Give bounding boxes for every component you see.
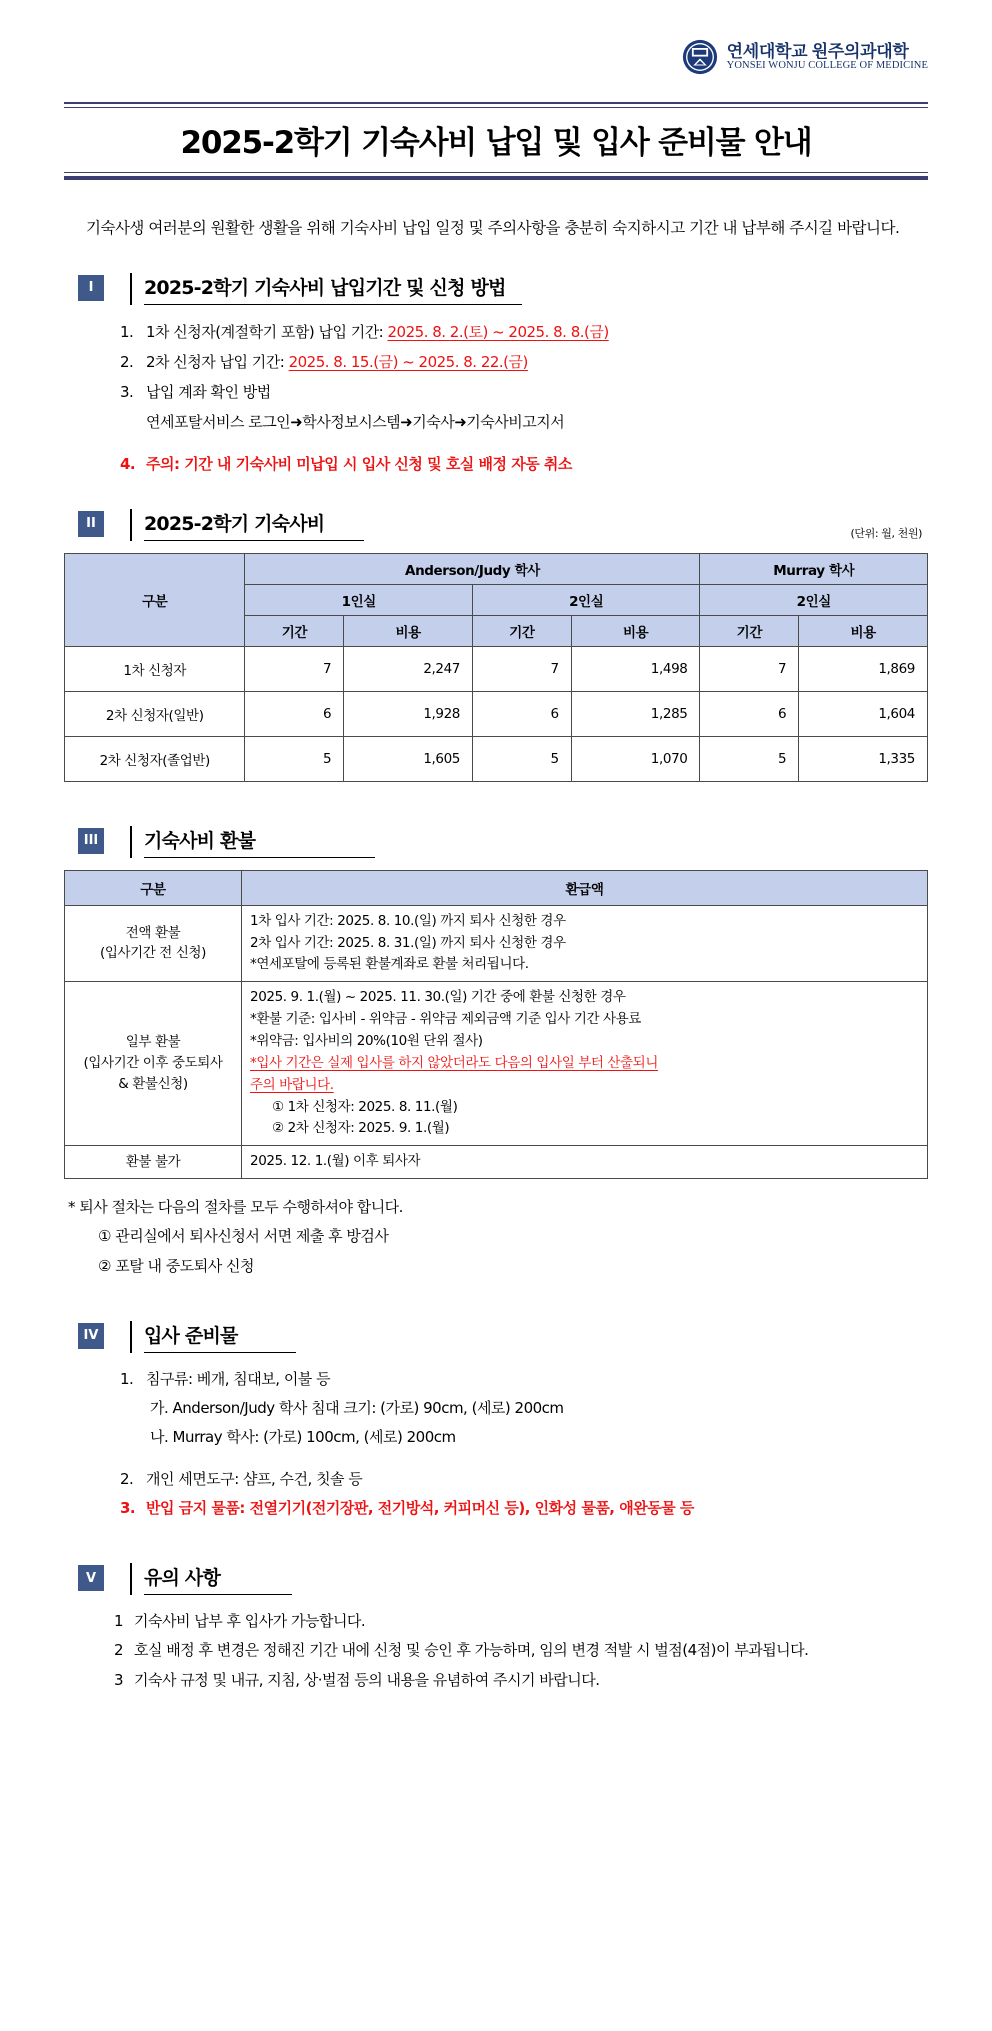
prohibited-items-text: 반입 금지 물품: 전열기기(전기장판, 전기방석, 커피머신 등), 인화성 물품, 애완동물 등 bbox=[146, 1498, 694, 1517]
title-block bbox=[64, 102, 928, 180]
table-row bbox=[65, 1146, 928, 1179]
section-5 bbox=[64, 1563, 928, 1695]
refund-line: 2025. 9. 1.(월) ~ 2025. 11. 30.(일) 기간 중에 환불 신청한 경우 bbox=[250, 989, 626, 1006]
section-4-heading bbox=[78, 1321, 928, 1353]
section-3 bbox=[64, 826, 928, 1281]
list-item-number: 1. bbox=[120, 322, 134, 341]
refund-category-line: (입사기간 전 신청) bbox=[99, 945, 206, 962]
refund-line: 2차 입사 기간: 2025. 8. 31.(일) 까지 퇴사 신청한 경우 bbox=[250, 934, 566, 951]
fee-table-body bbox=[65, 646, 928, 781]
fee-subheader-cost: 비용 bbox=[571, 615, 700, 646]
list-item bbox=[64, 1636, 928, 1665]
fee-cell: 7 bbox=[472, 646, 571, 691]
refund-category bbox=[65, 982, 242, 1146]
bed-size-murray: 나. Murray 학사: (가로) 100cm, (세로) 200cm bbox=[150, 1428, 456, 1447]
section-3-title-wrap bbox=[130, 826, 375, 858]
refund-table-head bbox=[65, 870, 928, 905]
section-4-list bbox=[64, 1365, 928, 1394]
fee-cell: 7 bbox=[245, 646, 344, 691]
refund-line-indent: ① 1차 신청자: 2025. 8. 11.(월) bbox=[272, 1098, 458, 1115]
section-2 bbox=[64, 509, 928, 782]
fee-table bbox=[64, 553, 928, 782]
refund-line: *연세포탈에 등록된 환불계좌로 환불 처리됩니다. bbox=[250, 956, 529, 973]
logo-name-korean: 연세대학교 원주의과대학 bbox=[726, 41, 909, 61]
refund-description bbox=[242, 1146, 928, 1179]
list-item-number: 4. bbox=[120, 454, 136, 473]
list-item-label: 개인 세면도구: 샴프, 수건, 칫솔 등 bbox=[146, 1469, 363, 1488]
list-item bbox=[64, 1465, 928, 1494]
logo-name-english: YONSEI WONJU COLLEGE OF MEDICINE bbox=[726, 60, 928, 72]
refund-line-alert: *입사 기간은 실제 입사를 하지 않았더라도 다음의 입사일 부터 산출되니 bbox=[250, 1054, 658, 1071]
refund-category-line: (입사기간 이후 중도퇴사 bbox=[83, 1055, 223, 1072]
list-item-date-value: 2025. 8. 2.(토) ~ 2025. 8. 8.(금) bbox=[387, 322, 609, 341]
fee-cell: 6 bbox=[700, 691, 799, 736]
fee-subheader-period: 기간 bbox=[245, 615, 344, 646]
fee-cell: 1,928 bbox=[344, 691, 473, 736]
section-5-heading bbox=[78, 1563, 928, 1595]
bed-size-anderson-judy: 가. Anderson/Judy 학사 침대 크기: (가로) 90cm, (세로) 200cm bbox=[150, 1399, 564, 1418]
refund-line: 1차 입사 기간: 2025. 8. 10.(일) 까지 퇴사 신청한 경우 bbox=[250, 912, 566, 929]
header-logo-row bbox=[64, 0, 928, 84]
list-item bbox=[64, 1494, 928, 1523]
refund-table-body bbox=[65, 905, 928, 1178]
refund-description bbox=[242, 982, 928, 1146]
refund-line: *환불 기준: 입사비 - 위약금 - 위약금 제외금액 기준 입사 기간 사용료 bbox=[250, 1011, 641, 1028]
section-4-number: IV bbox=[78, 1323, 104, 1349]
fee-room-aj-single: 1인실 bbox=[245, 584, 472, 615]
yonsei-crest-icon bbox=[682, 39, 718, 75]
list-item-label: 호실 배정 후 변경은 정해진 기간 내에 신청 및 승인 후 가능하며, 임의 변경 적발 시 벌점(4점)이 부과됩니다. bbox=[134, 1641, 809, 1660]
section-1-number: I bbox=[78, 275, 104, 301]
intro-paragraph: 기숙사생 여러분의 원활한 생활을 위해 기숙사비 납입 일정 및 주의사항을 충분히 숙지하시고 기간 내 납부해 주시길 바랍니다. bbox=[86, 219, 900, 237]
list-item-body bbox=[146, 347, 928, 377]
section-1-heading bbox=[78, 273, 928, 305]
fee-cell: 6 bbox=[472, 691, 571, 736]
refund-line: 2025. 12. 1.(월) 이후 퇴사자 bbox=[250, 1153, 421, 1170]
refund-col-amount: 환급액 bbox=[242, 870, 928, 905]
fee-table-header-row-1 bbox=[65, 553, 928, 584]
fee-table-head bbox=[65, 553, 928, 646]
fee-table-unit-note: (단위: 월, 천원) bbox=[850, 526, 922, 540]
fee-room-aj-double: 2인실 bbox=[472, 584, 699, 615]
fee-cell: 1,869 bbox=[799, 646, 928, 691]
refund-category-line: 전액 환불 bbox=[125, 924, 181, 941]
refund-line: *위약금: 입사비의 20%(10원 단위 절사) bbox=[250, 1032, 483, 1049]
table-row bbox=[65, 646, 928, 691]
fee-subheader-period: 기간 bbox=[472, 615, 571, 646]
list-item-number: 2 bbox=[114, 1641, 124, 1660]
section-3-number: III bbox=[78, 828, 104, 854]
fee-subheader-cost: 비용 bbox=[344, 615, 473, 646]
list-item bbox=[64, 1607, 928, 1636]
fee-cell: 1,604 bbox=[799, 691, 928, 736]
section-2-title-wrap bbox=[130, 509, 364, 541]
list-item bbox=[64, 377, 928, 407]
list-item bbox=[64, 449, 928, 479]
checkout-note-step: ① 관리실에서 퇴사신청서 서면 제출 후 방검사 bbox=[98, 1227, 389, 1246]
section-5-title-wrap bbox=[130, 1563, 292, 1595]
list-item-number: 1 bbox=[114, 1612, 124, 1631]
list-item-date-value: 2025. 8. 15.(금) ~ 2025. 8. 22.(금) bbox=[288, 352, 528, 371]
table-row bbox=[65, 905, 928, 982]
checkout-note-block bbox=[64, 1193, 928, 1281]
fee-col-label: 구분 bbox=[65, 553, 245, 646]
fee-cell: 1,285 bbox=[571, 691, 700, 736]
list-item-number: 3 bbox=[114, 1670, 124, 1689]
section-5-list bbox=[64, 1607, 928, 1695]
fee-cell: 1,070 bbox=[571, 736, 700, 781]
fee-row-label: 1차 신청자 bbox=[65, 646, 245, 691]
list-item-alert-text: 주의: 기간 내 기숙사비 미납입 시 입사 신청 및 호실 배정 자동 취소 bbox=[146, 454, 572, 473]
fee-cell: 5 bbox=[245, 736, 344, 781]
list-item-body bbox=[146, 317, 928, 347]
fee-cell: 1,335 bbox=[799, 736, 928, 781]
refund-header-row bbox=[65, 870, 928, 905]
fee-cell: 5 bbox=[472, 736, 571, 781]
fee-row-label: 2차 신청자(졸업반) bbox=[65, 736, 245, 781]
fee-group-anderson-judy: Anderson/Judy 학사 bbox=[245, 553, 700, 584]
list-item bbox=[64, 347, 928, 377]
refund-description bbox=[242, 905, 928, 982]
list-item-number: 2. bbox=[120, 1469, 134, 1488]
refund-line-alert: 주의 바랍니다. bbox=[250, 1076, 334, 1093]
list-item-number: 3. bbox=[120, 382, 134, 401]
list-item-label: 납입 계좌 확인 방법 bbox=[146, 382, 271, 401]
section-5-title: 유의 사항 bbox=[144, 1563, 292, 1595]
refund-category-line: & 환불신청) bbox=[118, 1076, 188, 1093]
section-1-list bbox=[64, 317, 928, 407]
section-4 bbox=[64, 1321, 928, 1523]
list-item-number: 3. bbox=[120, 1498, 136, 1517]
refund-table bbox=[64, 870, 928, 1179]
logo-text-block bbox=[727, 43, 928, 72]
fee-cell: 2,247 bbox=[344, 646, 473, 691]
section-3-title: 기숙사비 환불 bbox=[144, 826, 375, 858]
fee-cell: 6 bbox=[245, 691, 344, 736]
list-item bbox=[64, 1666, 928, 1695]
list-item bbox=[64, 317, 928, 347]
checkout-note-lead: * 퇴사 절차는 다음의 절차를 모두 수행하셔야 합니다. bbox=[68, 1198, 403, 1217]
table-row bbox=[65, 691, 928, 736]
fee-subheader-cost: 비용 bbox=[799, 615, 928, 646]
university-logo bbox=[682, 39, 928, 75]
section-4-title: 입사 준비물 bbox=[144, 1321, 296, 1353]
section-3-heading bbox=[78, 826, 928, 858]
refund-category-line: 환불 불가 bbox=[125, 1153, 181, 1170]
fee-room-murray-double: 2인실 bbox=[700, 584, 928, 615]
fee-cell: 1,605 bbox=[344, 736, 473, 781]
refund-category bbox=[65, 1146, 242, 1179]
list-item bbox=[64, 1365, 928, 1394]
refund-col-category: 구분 bbox=[65, 870, 242, 905]
table-row bbox=[65, 736, 928, 781]
fee-row-label: 2차 신청자(일반) bbox=[65, 691, 245, 736]
section-2-number: II bbox=[78, 511, 104, 537]
payment-path-line: 연세포탈서비스 로그인➜학사정보시스템➜기숙사➜기숙사비고지서 bbox=[146, 412, 565, 431]
section-4-list-cont bbox=[64, 1465, 928, 1524]
list-item-number: 2. bbox=[120, 352, 134, 371]
list-item-label: 침구류: 베개, 침대보, 이불 등 bbox=[146, 1369, 331, 1388]
section-1-alert-list bbox=[64, 449, 928, 479]
list-item-number: 1. bbox=[120, 1369, 134, 1388]
fee-subheader-period: 기간 bbox=[700, 615, 799, 646]
checkout-note-step: ② 포탈 내 중도퇴사 신청 bbox=[98, 1256, 254, 1275]
fee-cell: 5 bbox=[700, 736, 799, 781]
table-row bbox=[65, 982, 928, 1146]
section-4-title-wrap bbox=[130, 1321, 296, 1353]
list-item-label: 2차 신청자 납입 기간: bbox=[146, 352, 289, 371]
list-item-label: 기숙사 규정 및 내규, 지침, 상·벌점 등의 내용을 유념하여 주시기 바랍니다. bbox=[134, 1670, 600, 1689]
section-1-title-wrap bbox=[130, 273, 522, 305]
title-rule-bottom bbox=[64, 172, 928, 180]
section-1 bbox=[64, 273, 928, 479]
fee-group-murray: Murray 학사 bbox=[700, 553, 928, 584]
refund-line-indent: ② 2차 신청자: 2025. 9. 1.(월) bbox=[272, 1120, 450, 1137]
list-item-label: 1차 신청자(계절학기 포함) 납입 기간: bbox=[146, 322, 388, 341]
section-2-title: 2025-2학기 기숙사비 bbox=[144, 509, 364, 541]
refund-category bbox=[65, 905, 242, 982]
section-1-title: 2025-2학기 기숙사비 납입기간 및 신청 방법 bbox=[144, 273, 522, 305]
list-item-label: 기숙사비 납부 후 입사가 가능합니다. bbox=[134, 1612, 366, 1631]
section-5-number: V bbox=[78, 1565, 104, 1591]
page-title: 2025-2학기 기숙사비 납입 및 입사 준비물 안내 bbox=[180, 125, 812, 161]
fee-cell: 7 bbox=[700, 646, 799, 691]
fee-cell: 1,498 bbox=[571, 646, 700, 691]
refund-category-line: 일부 환불 bbox=[125, 1034, 181, 1051]
